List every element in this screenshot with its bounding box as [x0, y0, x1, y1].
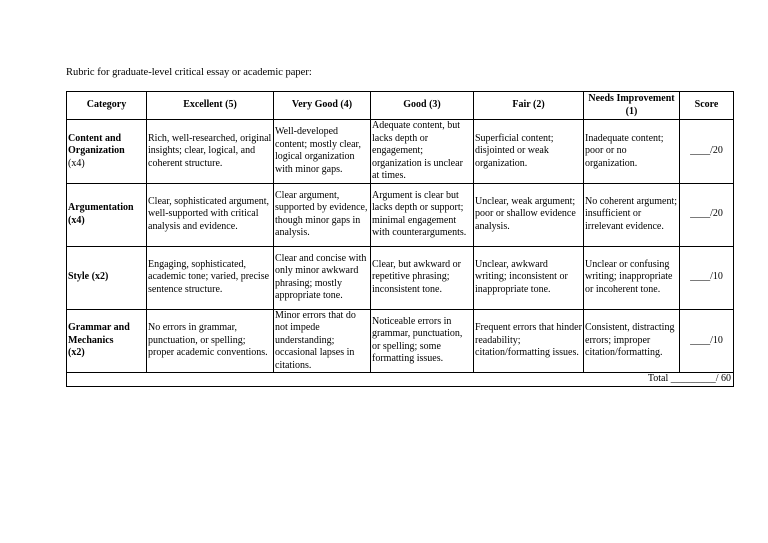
category-multiplier: (x4) [68, 214, 85, 226]
category-multiplier: (x2) [91, 271, 109, 283]
good-cell: Clear, but awkward or repetitive phrasing; inconsistent tone. [371, 246, 474, 309]
header-excellent: Excellent (5) [147, 92, 274, 120]
category-name: Content and Organization [68, 132, 125, 156]
header-needs-improvement: Needs Improvement (1) [584, 92, 680, 120]
good-cell: Argument is clear but lacks depth or support; minimal engagement with counterarguments. [371, 183, 474, 246]
excellent-cell: No errors in grammar, punctuation, or spelling; proper academic conventions. [147, 309, 274, 373]
category-name: Argumentation [68, 202, 134, 213]
category-multiplier: (x4) [68, 157, 85, 169]
rubric-intro: Rubric for graduate-level critical essay or academic paper: [66, 67, 312, 78]
table-row [67, 120, 734, 184]
header-row [67, 92, 734, 120]
excellent-cell: Rich, well-researched, original insights; clear, logical, and coherent structure. [147, 120, 274, 184]
score-cell: ____/10 [680, 309, 734, 373]
excellent-cell: Engaging, sophisticated, academic tone; varied, precise sentence structure. [147, 246, 274, 309]
excellent-cell: Clear, sophisticated argument, well-supported with critical analysis and evidence. [147, 183, 274, 246]
category-cell [67, 183, 147, 246]
category-name: Grammar and Mechanics [68, 322, 130, 346]
category-cell [67, 246, 147, 309]
total-row [67, 373, 734, 387]
header-very-good: Very Good (4) [274, 92, 371, 120]
good-cell: Noticeable errors in grammar, punctuation, or spelling; some formatting issues. [371, 309, 474, 373]
category-multiplier: (x2) [68, 347, 85, 358]
table-row [67, 183, 734, 246]
very-good-cell: Clear argument, supported by evidence, though minor gaps in analysis. [274, 183, 371, 246]
table-row [67, 246, 734, 309]
header-score: Score [680, 92, 734, 120]
very-good-cell: Clear and concise with only minor awkward phrasing; mostly appropriate tone. [274, 246, 371, 309]
very-good-cell: Minor errors that do not impede understanding; occasional lapses in citations. [274, 309, 371, 373]
fair-cell: Frequent errors that hinder readability; citation/formatting issues. [474, 309, 584, 373]
category-cell [67, 309, 147, 373]
score-cell: ____/10 [680, 246, 734, 309]
fair-cell: Unclear, awkward writing; inconsistent or inappropriate tone. [474, 246, 584, 309]
score-cell: ____/20 [680, 183, 734, 246]
table-row [67, 309, 734, 373]
needs-improvement-cell: No coherent argument; insufficient or irrelevant evidence. [584, 183, 680, 246]
header-good: Good (3) [371, 92, 474, 120]
fair-cell: Superficial content; disjointed or weak organization. [474, 120, 584, 184]
very-good-cell: Well-developed content; mostly clear, logical organization with minor gaps. [274, 120, 371, 184]
category-name: Style [68, 271, 90, 283]
score-cell: ____/20 [680, 120, 734, 184]
good-cell: Adequate content, but lacks depth or engagement; organization is unclear at times. [371, 120, 474, 184]
header-category: Category [67, 92, 147, 120]
needs-improvement-cell: Consistent, distracting errors; improper citation/formatting. [584, 309, 680, 373]
needs-improvement-cell: Unclear or confusing writing; inappropriate or incoherent tone. [584, 246, 680, 309]
header-fair: Fair (2) [474, 92, 584, 120]
rubric-table [66, 91, 734, 387]
category-cell [67, 120, 147, 184]
fair-cell: Unclear, weak argument; poor or shallow evidence analysis. [474, 183, 584, 246]
needs-improvement-cell: Inadequate content; poor or no organization. [584, 120, 680, 184]
total-cell: Total _________/ 60 [67, 373, 734, 387]
